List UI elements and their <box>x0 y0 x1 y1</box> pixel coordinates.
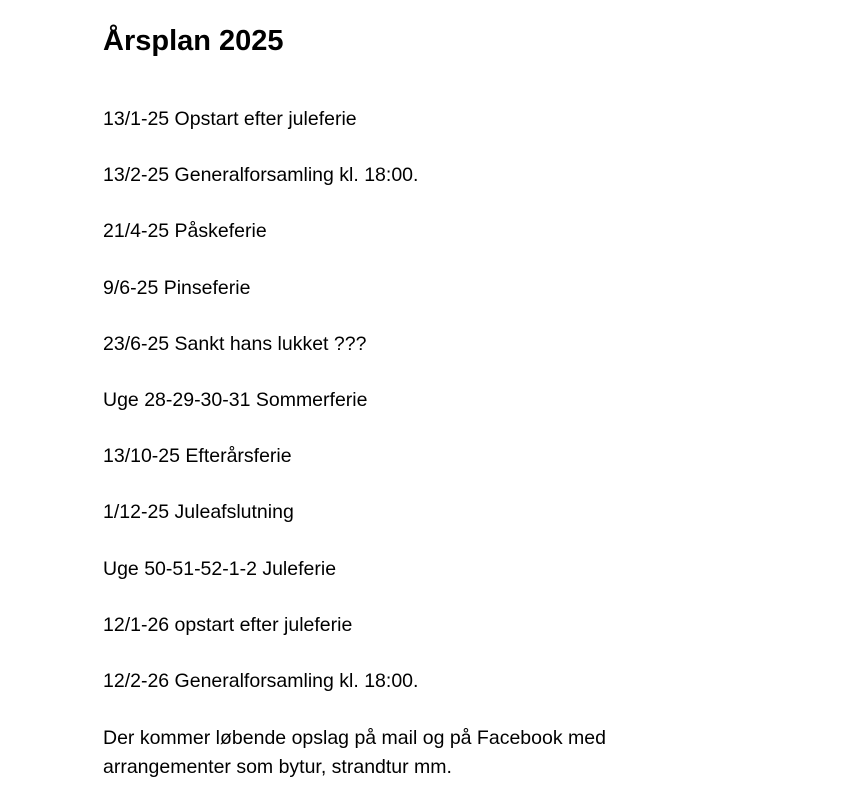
schedule-entry: 13/2-25 Generalforsamling kl. 18:00. <box>103 164 419 187</box>
schedule-entry: 21/4-25 Påskeferie <box>103 220 267 243</box>
schedule-entry: 23/6-25 Sankt hans lukket ??? <box>103 332 367 355</box>
schedule-entry: 9/6-25 Pinseferie <box>103 276 251 299</box>
schedule-entry: 12/1-26 opstart efter juleferie <box>103 613 353 636</box>
schedule-entry: 12/2-26 Generalforsamling kl. 18:00. <box>103 669 419 692</box>
schedule-entry: 1/12-25 Juleafslutning <box>103 501 294 524</box>
schedule-entry: Uge 28-29-30-31 Sommerferie <box>103 388 368 411</box>
page-title: Årsplan 2025 <box>103 25 284 57</box>
schedule-entry: 13/1-25 Opstart efter juleferie <box>103 108 357 130</box>
schedule-entry: 13/10-25 Efterårsferie <box>103 445 292 468</box>
schedule-list <box>103 105 418 723</box>
schedule-entry: Uge 50-51-52-1-2 Juleferie <box>103 557 337 580</box>
info-note: Der kommer løbende opslag på mail og på Facebook med arrangementer som bytur, strandtur mm. <box>103 727 606 778</box>
